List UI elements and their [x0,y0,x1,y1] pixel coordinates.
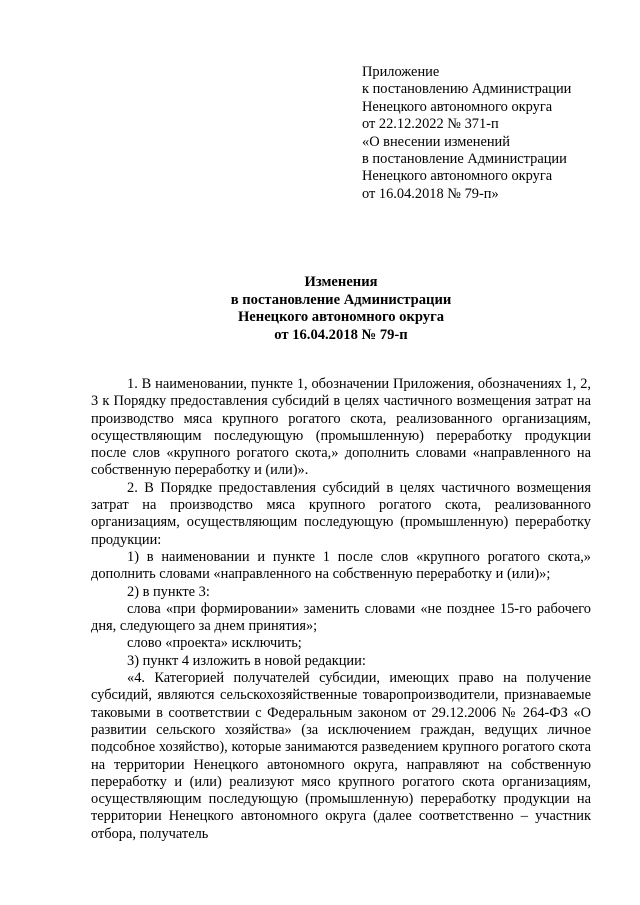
appendix-line: Приложение [362,64,440,80]
title-line: в постановление Администрации [230,291,452,308]
appendix-line: «О внесении изменений [362,133,510,150]
title-line: Ненецкого автономного округа [237,309,445,326]
paragraph: 2) в пункте 3: [127,583,210,600]
appendix-line: от 16.04.2018 № 79-п» [362,185,499,202]
paragraph: «4. Категорией получателей субсидии, имеющих право на получение субсидий, являются сельскохозяйственные товаропроизводители, признаваемые таковыми в соответствии с Федеральным законом от 29.12.2006 № 264-ФЗ «О развитии сельского хозяйства» (за исключением граждан, ведущих личное подсобное хозяйство), которые занимаются разведением крупного рогатого скота на территории Ненецкого автономного округа, направляют на собственную переработку и (или) реализуют мясо крупного рогатого скота организациям, осуществляющим последующую (промышленную) переработку продукции на территории Ненецкого автономного округа (далее соответственно – участник отбора, получатель [91,670,591,842]
paragraph: 1. В наименовании, пункте 1, обозначении Приложения, обозначениях 1, 2, 3 к Порядку предоставления субсидий в целях частичного возмещения затрат на производство мяса крупного рогатого скота, реализованного организациям, осуществляющим последующую (промышленную) переработку продукции после слов «крупного рогатого скота,» дополнить словами «направленного на собственную переработку и (или)». [91,376,591,479]
document-title [96,274,586,344]
appendix-line: Ненецкого автономного округа [362,98,553,115]
paragraph: 3) пункт 4 изложить в новой редакции: [127,652,366,669]
paragraph: 2. В Порядке предоставления субсидий в целях частичного возмещения затрат на производство мяса крупного рогатого скота, реализованного организациям, осуществляющим последующую (промышленную) переработку продукции: [91,479,591,548]
appendix-line: от 22.12.2022 № 371-п [362,116,499,133]
appendix-line: Ненецкого автономного округа [362,168,553,185]
appendix-block [362,64,622,203]
title-line: Изменения [304,274,378,290]
title-line: от 16.04.2018 № 79-п [274,326,408,343]
paragraph: 1) в наименовании и пункте 1 после слов «крупного рогатого скота,» дополнить словами «направленного на собственную переработку и (или)»; [91,548,591,583]
paragraph: слова «при формировании» заменить словами «не позднее 15-го рабочего дня, следующего за днем принятия»; [91,600,591,635]
appendix-line: к постановлению Администрации [362,81,572,98]
appendix-line: в постановление Администрации [362,151,567,168]
document-body [91,376,591,843]
paragraph: слово «проекта» исключить; [127,635,302,652]
